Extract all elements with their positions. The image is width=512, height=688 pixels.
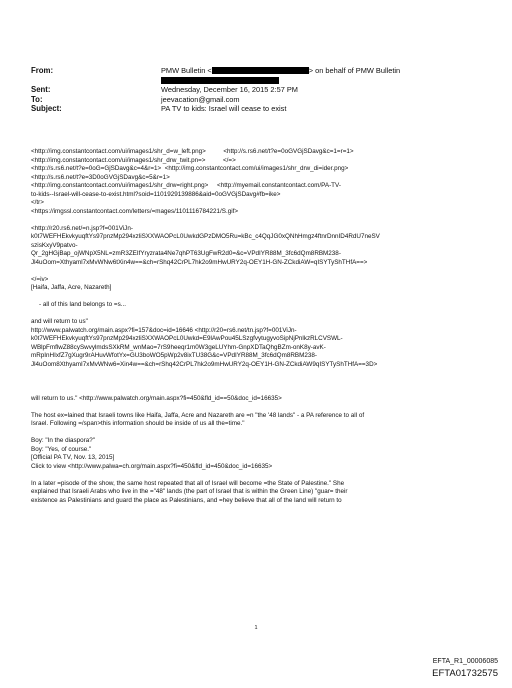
blank-line xyxy=(31,216,483,225)
blank-line xyxy=(31,293,483,302)
body-line: szisKxyV9patvo- xyxy=(31,241,78,249)
subject-row xyxy=(31,104,491,114)
sent-label: Sent: xyxy=(31,85,51,95)
body-line: <http://img.constantcontact.com/ui/images1/shr_drw=right.png> <http://myemail.constantcontact.com/PA-TV- xyxy=(31,182,341,189)
email-body xyxy=(31,148,483,505)
body-line: k0t7WEFHEkvkyuqftYs97pnzMp294xzliSXXWAOPcL0Uwkd=E9lAwPou45LSzgfvytugyvoSipNjPnlkzRLCVSWL- xyxy=(31,335,343,342)
blank-line xyxy=(31,429,483,438)
body-line: Boy: "In the diaspora?" xyxy=(31,437,95,444)
blank-line xyxy=(31,369,483,378)
from-label: From: xyxy=(31,66,54,75)
body-line: - all of this land belongs to =s... xyxy=(39,301,126,308)
body-line: <https://imgssl.constantcontact.com/letters/=mages/1101116784221/S.gif> xyxy=(31,207,239,215)
subject-value: PA TV to kids: Israel will cease to exist xyxy=(161,104,287,114)
to-label: To: xyxy=(31,94,43,104)
body-line: In a later =pisode of the show, the same host repeated that all of Israel will become =the State of Palestine." She xyxy=(31,479,345,487)
body-line: explained that Israeli Arabs who live in the ="48" lands (the part of Israel that is within the Green Line) "guar= their xyxy=(31,488,348,495)
body-line: will return to us." <http://www.palwatch.org/main.aspx?fi=450&fld_id==50&doc_id=16635> xyxy=(31,394,282,402)
body-line: k0t7WEFHEkvkyuqftYs97pnzMp294xzliSXXWAOPcL0UwkdGPzDMO5Ru=kBc_c4QqJG0xQNhHmgz4ftnrDnnID4RdU7neSV xyxy=(31,233,380,240)
body-line: Qr_2gHGjBap_ojWNpX5NL=zmR3ZEIfYryzrata4Ne7qhPT63UgFwR2d0=&c=VPdIYR88M_3fc6dQm8RBM238- xyxy=(31,250,341,257)
blank-line xyxy=(31,471,483,480)
body-line: to-kids--Israel-will-cease-to-exist.html?soid=1101929139886&aid=0oGVGjSDavg#fb=ike> xyxy=(31,190,281,198)
sent-value: Wednesday, December 16, 2015 2:57 PM xyxy=(161,85,298,95)
body-line: <http://r20.rs6.net/=n.jsp?f=001ViJn- xyxy=(31,224,133,232)
redaction-box xyxy=(212,67,309,74)
body-line: <http://img.constantcontact.com/ui/images1/shr_d=w_left.png> <http://s.rs6.net/t?e=0oGVGjSDavg&c=1=r=1> xyxy=(31,148,354,155)
email-header xyxy=(31,66,491,114)
body-line: and will return to us" xyxy=(31,318,88,325)
body-line: Click to view <http://www.palwa=ch.org/main.aspx?fi=450&fld_id=450&doc_id=16635> xyxy=(31,462,273,470)
redacted-row xyxy=(31,76,491,86)
subject-label: Subject: xyxy=(31,104,62,114)
body-line: mRpInHIxfZ7gXugr9rAHuvWfotYx=GU3boWO5pWp2v8ixTU38G&c=VPdIYR88M_3fc6dQm8RBM238- xyxy=(31,352,317,359)
body-line: [Haifa, Jaffa, Acre, Nazareth] xyxy=(31,284,112,291)
from-value: PMW Bulletin < xyxy=(161,66,212,75)
blank-line xyxy=(31,386,483,395)
body-line: Jl4uOom=Xthyaml7xMvWNw6tXin4w==&ch=rShq42CrPL7hk2o9mHwURY2q-OEY1H-GN-ZCkdiAW=qISYTyShTHfA==> xyxy=(31,258,368,266)
sent-row xyxy=(31,85,491,95)
body-line: http://www.palwatch.org/main.aspx?fi=157&doc=id=16646 <http://r20=rs6.net/tn.jsp?f=001ViJn- xyxy=(31,326,297,334)
body-line: Boy: "Yes, of course." xyxy=(31,445,92,453)
footer-id-large: EFTA01732575 xyxy=(432,668,498,679)
body-line: <http://s.rs6.net/t?e=0oG=GjSDavg&c=4&r=1> <http://img.constantcontact.com/ui/images1/shr_drw_di=ider.png> xyxy=(31,165,349,172)
body-line: Israel. Following =/span>this information should be inside of us all the=time." xyxy=(31,420,245,427)
body-line: </tr> xyxy=(31,199,44,206)
redaction-box xyxy=(161,77,279,84)
blank-line xyxy=(31,403,483,412)
body-line: WBlpFmflwZ88cySwvylmdsSXkRM_wnMao=7rS9heeqr1m0W3geLUYhm-GnpXDTaQhgBZm-onK8y-avK- xyxy=(31,343,326,351)
body-line: existence as Palestinians and guard the place as Palestinians, and =hey believe that all of the land will return to xyxy=(31,496,342,504)
body-line: </=iv> xyxy=(31,275,49,283)
to-value: jeevacation@gmail.com xyxy=(161,94,240,104)
blank-line xyxy=(31,310,483,319)
to-row xyxy=(31,95,491,105)
page-number: 1 xyxy=(254,625,258,631)
blank-line xyxy=(31,267,483,276)
blank-line xyxy=(31,378,483,387)
body-line: <http://img.constantcontact.com/ui/images1/shr_drw_twit.pn=> </=> xyxy=(31,156,236,164)
from-suffix: > on behalf of PMW Bulletin xyxy=(308,66,401,75)
footer-id-small: EFTA_R1_00006085 xyxy=(432,658,498,665)
body-line: Jl4uOom8XthyamI7xMvWNw6=Xin4w==&ch=rShq42CrPL7hk2o9mHwURY2q-OEY1H-GN-ZCkdiAW9qISYTyShTHfA==3D> xyxy=(31,360,378,368)
body-line: <http://s.rs6.net/t?e=3D0oGVGjSDavg&c=5&r=1> xyxy=(31,173,170,181)
from-row xyxy=(31,66,491,76)
body-line: The host ex=lained that Israeli towns like Haifa, Jaffa, Acre and Nazareth are =n "the '48 lands" - a PA reference to all of xyxy=(31,411,365,419)
body-line: [Official PA TV, Nov. 13, 2015] xyxy=(31,454,115,461)
